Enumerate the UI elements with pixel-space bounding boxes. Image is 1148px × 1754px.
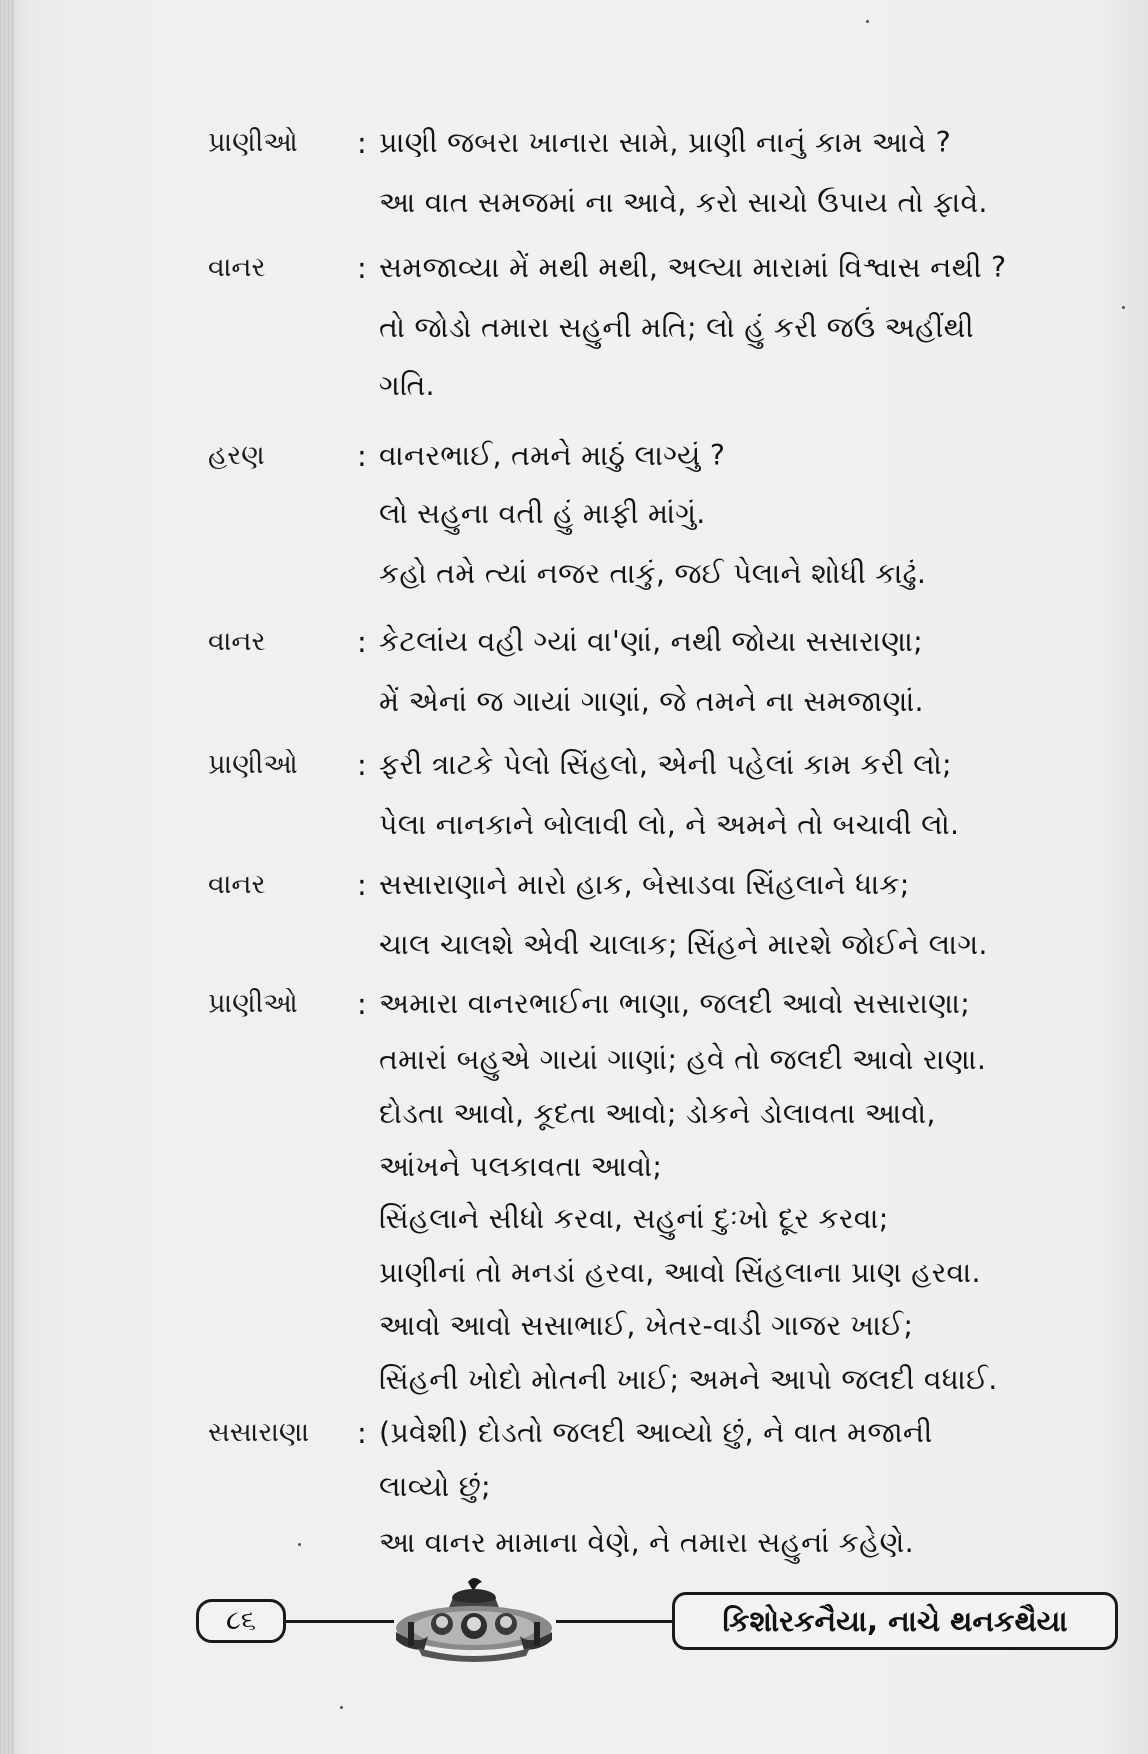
speaker-name: સસારાણા [208, 1417, 310, 1448]
speaker-name: પ્રાણીઓ [208, 749, 298, 780]
dialogue-line: પ્રાણીનાં તો મનડાં હરવા, આવો સિંહલાના પ્રાણ હરવા. [379, 1256, 981, 1289]
page-footer [0, 1580, 1148, 1670]
page-number: ૮૬ [196, 1599, 286, 1643]
speaker-name: હરણ [208, 440, 265, 471]
dialogue-line: સમજાવ્યા મેં મથી મથી, અલ્યા મારામાં વિશ્વાસ નથી ? [379, 251, 1007, 284]
book-title: કિશોરકનૈયા, નાચે થનકથૈયા [672, 1592, 1118, 1650]
speaker-colon: : [357, 251, 367, 285]
speaker-colon: : [357, 748, 367, 782]
speaker-name: વાનર [208, 869, 266, 900]
dialogue-line: આ વાનર મામાના વેણે, ને તમારા સહુનાં કહેણે. [379, 1526, 914, 1559]
dialogue-line: (પ્રવેશી) દોડતો જલદી આવ્યો છું, ને વાત મજાની [379, 1416, 933, 1449]
dialogue-line: આ વાત સમજમાં ના આવે, કરો સાચો ઉપાય તો ફાવે. [379, 186, 988, 219]
dialogue-line: સિંહલાને સીધો કરવા, સહુનાં દુઃખો દૂર કરવા; [379, 1202, 889, 1235]
page-edge [0, 0, 14, 1754]
paper-speck [298, 1543, 301, 1546]
speaker-name: પ્રાણીઓ [208, 127, 298, 158]
dialogue-line: અમારા વાનરભાઈના ભાણા, જલદી આવો સસારાણા; [379, 987, 970, 1020]
dialogue-line: ગતિ. [379, 369, 435, 402]
dialogue-line: તો જોડો તમારા સહુની મતિ; લો હું કરી જઉં અહીંથી [379, 311, 974, 344]
dialogue-line: કહો તમે ત્યાં નજર તાકું, જઈ પેલાને શોધી કાઢું. [379, 557, 927, 590]
dialogue-line: લો સહુના વતી હું માફી માંગું. [379, 497, 706, 530]
dialogue-line: તમારાં બહુએ ગાયાં ગાણાં; હવે તો જલદી આવો રાણા. [379, 1043, 987, 1076]
footer-rule-left [286, 1620, 394, 1623]
footer-rule-right [556, 1620, 672, 1623]
speaker-colon: : [357, 1416, 367, 1450]
krishna-emblem-icon [388, 1576, 560, 1666]
speaker-name: પ્રાણીઓ [208, 988, 298, 1019]
paper-speck [340, 1706, 343, 1709]
dialogue-line: કેટલાંય વહી ગ્યાં વા'ણાં, નથી જોયા સસારાણા; [379, 625, 923, 658]
dialogue-line: લાવ્યો છું; [379, 1470, 491, 1503]
dialogue-line: દોડતા આવો, કૂદતા આવો; ડોકને ડોલાવતા આવો, [379, 1097, 936, 1130]
dialogue-line: વાનરભાઈ, તમને માઠું લાગ્યું ? [379, 439, 726, 472]
dialogue-line: સસારાણાને મારો હાક, બેસાડવા સિંહલાને ધાક; [379, 868, 910, 901]
dialogue-line: આંખને પલકાવતા આવો; [379, 1150, 663, 1183]
speaker-colon: : [357, 987, 367, 1021]
dialogue-line: પ્રાણી જબરા ખાનારા સામે, પ્રાણી નાનું કામ આવે ? [379, 126, 951, 159]
speaker-colon: : [357, 439, 367, 473]
dialogue-line: મેં એનાં જ ગાયાં ગાણાં, જે તમને ના સમજાણાં. [379, 685, 924, 718]
speaker-colon: : [357, 625, 367, 659]
dialogue-line: સિંહની ખોદો મોતની ખાઈ; અમને આપો જલદી વધાઈ. [379, 1363, 998, 1396]
speaker-name: વાનર [208, 252, 266, 283]
speaker-name: વાનર [208, 626, 266, 657]
dialogue-line: ચાલ ચાલશે એવી ચાલાક; સિંહને મારશે જોઈને લાગ. [379, 928, 988, 961]
speaker-colon: : [357, 868, 367, 902]
dialogue-line: ફરી ત્રાટકે પેલો સિંહલો, એની પહેલાં કામ કરી લો; [379, 748, 952, 781]
speaker-colon: : [357, 126, 367, 160]
paper-speck [866, 20, 869, 23]
dialogue-line: આવો આવો સસાભાઈ, ખેતર-વાડી ગાજર ખાઈ; [379, 1309, 914, 1342]
paper-speck [1122, 306, 1125, 309]
dialogue-line: પેલા નાનકાને બોલાવી લો, ને અમને તો બચાવી લો. [379, 808, 960, 841]
